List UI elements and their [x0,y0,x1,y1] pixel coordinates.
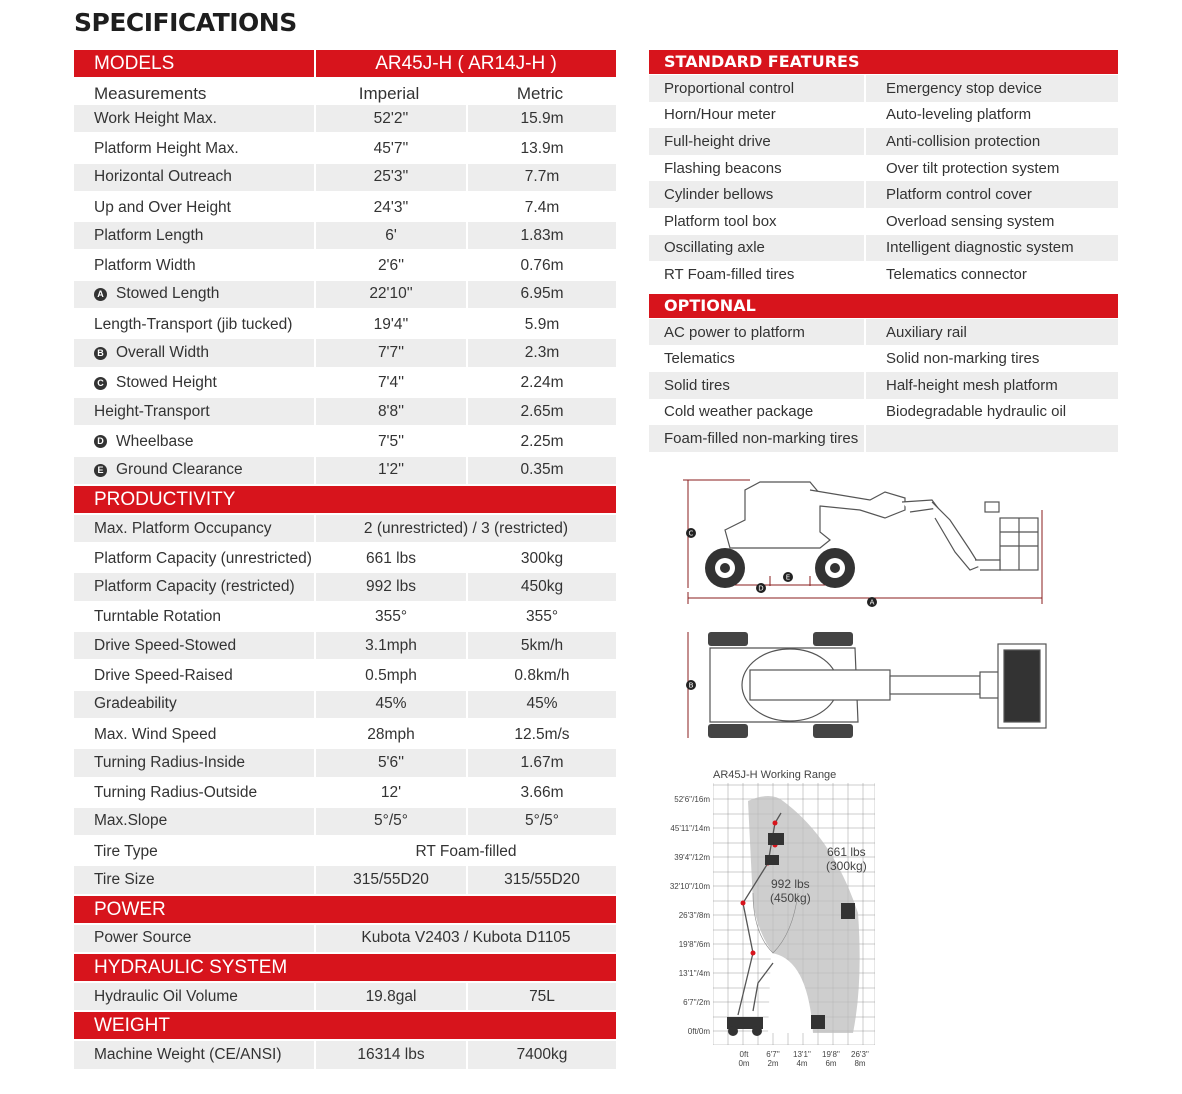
svg-text:A: A [869,598,875,607]
row-imperial: 7'4'' [316,369,466,398]
y-axis-label: 45'11''/14m [670,824,710,833]
row-metric: 75L [468,983,616,1010]
x-axis-label-m: 6m [825,1059,837,1068]
row-metric: 3.66m [468,779,616,808]
feature-row [649,128,1118,155]
row-imperial: 8'8'' [316,398,466,425]
x-axis-label-m: 0m [738,1059,750,1068]
row-label-text: Wheelbase [116,432,194,450]
row-imperial: 25'3'' [316,164,466,191]
row-metric: 7.4m [468,193,616,222]
table-row [74,749,616,778]
row-metric: 2.3m [468,339,616,366]
row-value: 2 (unrestricted) / 3 (restricted) [316,515,616,542]
x-axis-label [819,1050,843,1068]
x-axis-label [732,1050,756,1068]
row-label-text: Height-Transport [94,402,210,420]
badge-a-icon: A [94,288,107,301]
row-label [74,164,314,191]
row-imperial: 2'6'' [316,251,466,280]
table-row [74,573,616,602]
row-label-text: Platform Height Max. [94,139,239,157]
row-metric: 45% [468,691,616,718]
row-metric: 6.95m [468,281,616,308]
table-row [74,632,616,661]
row-metric: 315/55D20 [468,866,616,893]
features-table [649,50,1118,452]
weight-rows [74,1041,616,1070]
table-row [74,222,616,251]
row-imperial: 7'5'' [316,427,466,456]
feature-item: Horn/Hour meter [649,102,864,129]
row-label [74,925,314,952]
feature-item: Platform tool box [649,208,864,235]
row-label [74,427,314,456]
metric-label: Metric [516,84,564,103]
row-imperial: 28mph [316,720,466,749]
row-label [74,808,314,835]
x-axis-label-ft: 0ft [739,1050,749,1059]
models-value: AR45J-H ( AR14J-H ) [375,53,557,74]
feature-row [649,102,1118,129]
feature-item: Intelligent diagnostic system [866,235,1118,262]
row-label [74,369,314,398]
row-label [74,105,314,132]
feature-item: Full-height drive [649,128,864,155]
row-imperial: 19'4'' [316,310,466,339]
x-axis-label-m: 2m [767,1059,779,1068]
feature-item: Anti-collision protection [866,128,1118,155]
table-row [74,105,616,134]
table-row [74,164,616,193]
table-row [74,691,616,720]
row-label [74,1041,314,1068]
row-metric: 2.24m [468,369,616,398]
row-label-text: Turning Radius-Inside [94,753,246,771]
badge-d-icon: D [94,435,107,448]
working-range-chart [713,783,875,1045]
measurements-label: Measurements [94,84,207,103]
row-imperial: 24'3'' [316,193,466,222]
row-imperial: 45% [316,691,466,718]
x-axis-label [848,1050,872,1068]
row-label [74,339,314,366]
row-label [74,837,314,866]
row-label [74,251,314,280]
row-metric: 2.65m [468,398,616,425]
row-imperial: 355° [316,603,466,632]
x-axis-label-m: 4m [796,1059,808,1068]
row-label [74,779,314,808]
row-value: Kubota V2403 / Kubota D1105 [316,925,616,952]
standard-features-header: STANDARD FEATURES [649,50,1118,74]
row-imperial: 12' [316,779,466,808]
y-axis-label: 26'3''/8m [678,911,710,920]
feature-item: Proportional control [649,75,864,102]
row-metric: 7.7m [468,164,616,191]
row-label-text: Drive Speed-Stowed [94,636,237,654]
row-label [74,281,314,308]
working-range-title: AR45J-H Working Range [713,769,837,781]
feature-row [649,345,1118,372]
row-label [74,603,314,632]
y-axis-label: 52'6''/16m [674,795,710,804]
table-row [74,544,616,573]
feature-row [649,155,1118,182]
row-metric: 450kg [468,573,616,600]
row-imperial: 6' [316,222,466,249]
table-row [74,866,616,895]
row-imperial: 0.5mph [316,661,466,690]
svg-text:B: B [688,681,694,690]
row-imperial: 52'2'' [316,105,466,132]
table-row [74,281,616,310]
row-metric: 1.67m [468,749,616,776]
row-label-text: Platform Capacity (restricted) [94,578,295,596]
row-label-text: Platform Length [94,226,204,244]
dimension-rows [74,105,616,486]
feature-item: Solid tires [649,372,864,399]
row-metric: 2.25m [468,427,616,456]
feature-item: Biodegradable hydraulic oil [866,399,1118,426]
hydraulic-rows [74,983,616,1012]
optional-header: OPTIONAL [649,294,1118,318]
weight-header: WEIGHT [74,1012,616,1039]
row-imperial: 16314 lbs [316,1041,466,1068]
row-label-text: Gradeability [94,695,177,713]
row-metric: 7400kg [468,1041,616,1068]
feature-row [649,235,1118,262]
row-metric: 15.9m [468,105,616,132]
page-title: SPECIFICATIONS [74,8,297,37]
y-axis-label: 39'4''/12m [674,853,710,862]
table-row [74,983,616,1012]
row-label-text: Power Source [94,929,192,947]
feature-item: Platform control cover [866,181,1118,208]
feature-row [649,319,1118,346]
x-axis-label-ft: 19'8'' [822,1050,840,1059]
badge-e [783,572,793,582]
table-row [74,251,616,280]
row-metric: 355° [468,603,616,632]
optional-rows [649,319,1118,452]
table-row [74,779,616,808]
hydraulic-header: HYDRAULIC SYSTEM [74,954,616,981]
standard-features-rows [649,75,1118,288]
feature-item: Cylinder bellows [649,181,864,208]
table-row [74,398,616,427]
row-imperial: 19.8gal [316,983,466,1010]
productivity-rows [74,515,616,896]
table-row [74,310,616,339]
feature-row [649,261,1118,288]
feature-item: Over tilt protection system [866,155,1118,182]
row-label-text: Up and Over Height [94,198,231,216]
row-label-text: Max.Slope [94,812,168,830]
row-label [74,632,314,659]
imperial-label: Imperial [358,84,420,103]
row-metric: 0.76m [468,251,616,280]
y-axis-label: 32'10''/10m [669,882,710,891]
row-label [74,749,314,776]
table-row [74,661,616,690]
row-label [74,720,314,749]
feature-row [649,372,1118,399]
row-label [74,661,314,690]
feature-row [649,208,1118,235]
table-row [74,603,616,632]
row-label [74,866,314,893]
table-row [74,720,616,749]
table-row [74,457,616,486]
row-value: RT Foam-filled [316,837,616,866]
row-label-text: Hydraulic Oil Volume [94,987,238,1005]
row-metric: 0.35m [468,457,616,484]
top-view-diagram [680,630,1060,742]
power-header: POWER [74,896,616,923]
table-row [74,808,616,837]
row-label-text: Tire Type [94,842,158,860]
svg-text:C: C [688,529,694,538]
table-row [74,134,616,163]
feature-item: Auxiliary rail [866,319,1118,346]
table-row [74,837,616,866]
badge-c [686,528,696,538]
row-label [74,193,314,222]
badge-c-icon: C [94,377,107,390]
capacity-unrestricted-label: 661 lbs (300kg) [826,845,867,873]
side-view-diagram [670,470,1060,612]
row-label [74,310,314,339]
capacity-restricted-label: 992 lbs (450kg) [770,877,811,905]
table-row [74,193,616,222]
x-axis-label-m: 8m [854,1059,866,1068]
row-imperial: 5'6'' [316,749,466,776]
feature-item: Flashing beacons [649,155,864,182]
feature-item: Telematics [649,345,864,372]
svg-text:D: D [758,584,764,593]
row-label [74,457,314,484]
y-axis-label: 13'1''/4m [678,969,710,978]
feature-item: Telematics connector [866,261,1118,288]
row-metric: 1.83m [468,222,616,249]
row-label [74,222,314,249]
row-label [74,398,314,425]
row-label-text: Max. Wind Speed [94,725,217,743]
y-axis-label: 19'8''/6m [678,940,710,949]
row-metric: 13.9m [468,134,616,163]
models-label: MODELS [94,53,175,74]
row-label-text: Max. Platform Occupancy [94,519,272,537]
row-label-text: Length-Transport (jib tucked) [94,315,293,333]
row-metric: 0.8km/h [468,661,616,690]
feature-row [649,399,1118,426]
row-imperial: 45'7'' [316,134,466,163]
row-label [74,983,314,1010]
spec-table [74,50,616,1071]
row-metric: 5.9m [468,310,616,339]
row-label [74,515,314,542]
svg-text:E: E [785,573,791,582]
power-rows [74,925,616,954]
row-imperial: 315/55D20 [316,866,466,893]
row-metric: 300kg [468,544,616,573]
row-label-text: Work Height Max. [94,109,217,127]
row-metric: 12.5m/s [468,720,616,749]
badge-d [756,583,766,593]
x-axis-label [790,1050,814,1068]
row-label-text: Tire Size [94,871,155,889]
row-label-text: Stowed Length [116,285,220,303]
row-label-text: Turntable Rotation [94,608,221,626]
row-imperial: 7'7'' [316,339,466,366]
badge-b [686,680,696,690]
table-row [74,339,616,368]
badge-e-icon: E [94,464,107,477]
feature-item: Auto-leveling platform [866,102,1118,129]
row-label [74,691,314,718]
row-label [74,544,314,573]
row-label-text: Platform Capacity (unrestricted) [94,549,312,567]
productivity-header: PRODUCTIVITY [74,486,616,513]
row-label-text: Drive Speed-Raised [94,666,233,684]
table-row [74,369,616,398]
x-axis-label-ft: 6'7'' [766,1050,780,1059]
table-row [74,515,616,544]
y-axis-label: 0ft/0m [687,1027,710,1036]
feature-item: Foam-filled non-marking tires [649,425,864,452]
row-imperial: 5°/5° [316,808,466,835]
row-imperial: 661 lbs [316,544,466,573]
row-imperial: 992 lbs [316,573,466,600]
row-label-text: Platform Width [94,257,196,275]
row-label-text: Ground Clearance [116,461,243,479]
row-imperial: 22'10'' [316,281,466,308]
row-label-text: Overall Width [116,344,210,362]
row-label-text: Machine Weight (CE/ANSI) [94,1045,282,1063]
feature-item: Emergency stop device [866,75,1118,102]
measurements-header [74,79,616,105]
row-metric: 5°/5° [468,808,616,835]
feature-item: Solid non-marking tires [866,345,1118,372]
feature-item [866,425,1118,452]
models-header [74,50,616,77]
row-metric: 5km/h [468,632,616,659]
row-label [74,134,314,163]
x-axis-label-ft: 26'3'' [851,1050,869,1059]
x-axis-label-ft: 13'1'' [793,1050,811,1059]
badge-a [867,597,877,607]
row-label-text: Turning Radius-Outside [94,784,258,802]
table-row [74,1041,616,1070]
feature-item: Overload sensing system [866,208,1118,235]
table-row [74,925,616,954]
feature-item: Oscillating axle [649,235,864,262]
feature-item: Half-height mesh platform [866,372,1118,399]
row-label-text: Stowed Height [116,374,217,392]
feature-item: RT Foam-filled tires [649,261,864,288]
x-axis-label [761,1050,785,1068]
feature-row [649,181,1118,208]
row-imperial: 3.1mph [316,632,466,659]
badge-b-icon: B [94,347,107,360]
row-label [74,573,314,600]
feature-row [649,425,1118,452]
feature-item: AC power to platform [649,319,864,346]
feature-row [649,75,1118,102]
y-axis-label: 6'7''/2m [683,998,710,1007]
row-imperial: 1'2'' [316,457,466,484]
table-row [74,427,616,456]
feature-item: Cold weather package [649,399,864,426]
row-label-text: Horizontal Outreach [94,168,232,186]
